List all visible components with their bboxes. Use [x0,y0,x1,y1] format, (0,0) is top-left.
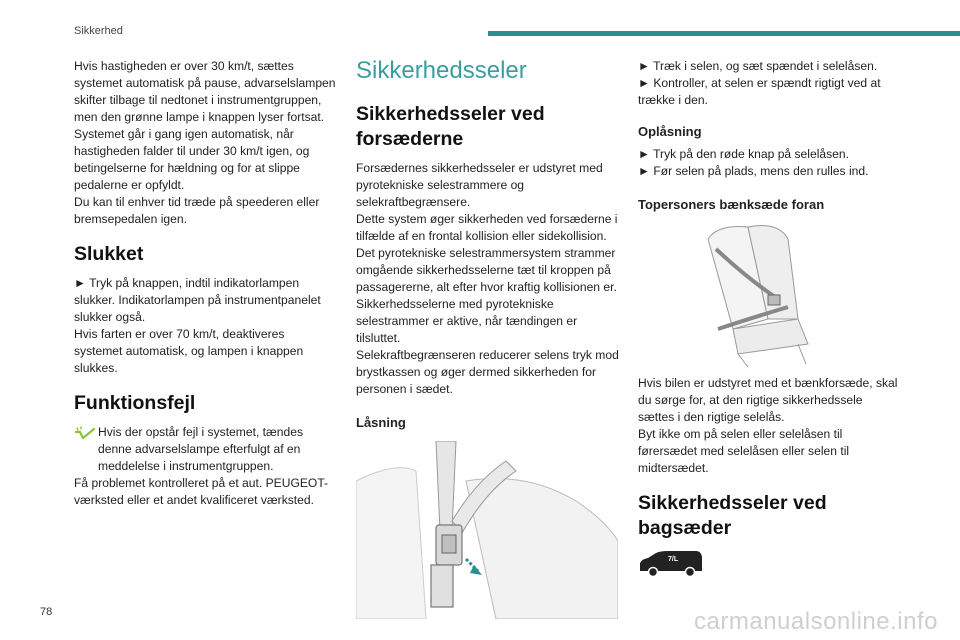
front-seatbelts-heading: Sikkerhedsseler ved forsæderne [356,103,545,150]
funktionsfejl-paragraph: Få problemet kontrolleret på et aut. PEUGEOT-værksted eller et andet kvalificeret værksted. [74,476,329,507]
car-badge: 7/L [668,556,679,563]
tip-icon [74,426,96,442]
bench-seat-paragraph: Hvis bilen er udstyret med et bænkforsæde, skal du sørge for, at den rigtige sikkerhedssele sættes i den rigtige selelås. Byt ikke om på selen eller selelåsen til førersædet med selelåsen eller selen til midtersædet. [638,376,898,475]
seatbelt-buckle-illustration [356,441,618,619]
bench-seat-illustration [638,219,900,367]
header-accent-bar [488,31,960,36]
footer-watermark: carmanualsonline.info [694,608,938,635]
slukket-paragraph: ► Tryk på knappen, indtil indikatorlampen slukker. Indikatorlampen på instrumentpanelet slukker også. Hvis farten er over 70 km/t, deaktiveres systemet automatisk, og lampen i knappen slukkes. [74,276,321,375]
warning-note-text: Hvis der opstår fejl i systemet, tændes denne advarselslampe efterfulgt af en meddelelse i instrumentgruppen. [98,425,303,473]
oplaasning-heading: Oplåsning [638,124,702,139]
intro-paragraph: Hvis hastigheden er over 30 km/t, sættes systemet automatisk på pause, advarselslampen skifter tilbage til nedtonet i instrumentgruppen, men den grønne lampe i knappen lyser fortsat. Systemet går i gang igen automatisk, når hastigheden falder til under 30 km/t igen, og betingelserne for hældning og for at slippe pedalerne er opfyldt. Du kan til enhver tid træde på speederen eller bremsepedalen igen. [74,59,336,226]
slukket-heading: Slukket [74,243,144,265]
column-right [638,58,900,577]
section-label: Sikkerhed [74,25,123,37]
car-icon [638,549,704,577]
page-number: 78 [40,606,53,618]
laasning-heading: Låsning [356,415,406,430]
funktionsfejl-heading: Funktionsfejl [74,392,196,414]
bench-seat-heading: Topersoners bænksæde foran [638,197,825,212]
warning-note [74,424,336,475]
column-left [74,58,336,509]
page-title: Sikkerhedsseler [356,57,527,84]
column-middle [356,58,622,619]
laasning-steps: ► Træk i selen, og sæt spændet i selelåsen. ► Kontroller, at selen er spændt rigtigt ved at trække i den. [638,59,881,107]
rear-seatbelts-heading: Sikkerhedsseler ved bagsæder [638,492,827,539]
front-seatbelts-paragraph: Forsædernes sikkerhedsseler er udstyret med pyrotekniske selestrammere og selekraftbegrænsere. Dette system øger sikkerheden ved forsæderne i tilfælde af en frontal kollision eller sidekollision. Det pyrotekniske selestrammersystem strammer omgående sikkerhedsselerne tæt til kroppen på passagererne, alt efter hvor kraftig kollisionen er. Sikkerhedsselerne med pyrotekniske selestrammer er aktive, når tændingen er tilsluttet. Selekraftbegrænseren reducerer selens tryk mod brystkassen og øger dermed sikkerheden for personen i sædet. [356,161,619,396]
oplaasning-steps: ► Tryk på den røde knap på selelåsen. ► Før selen på plads, mens den rulles ind. [638,147,869,178]
